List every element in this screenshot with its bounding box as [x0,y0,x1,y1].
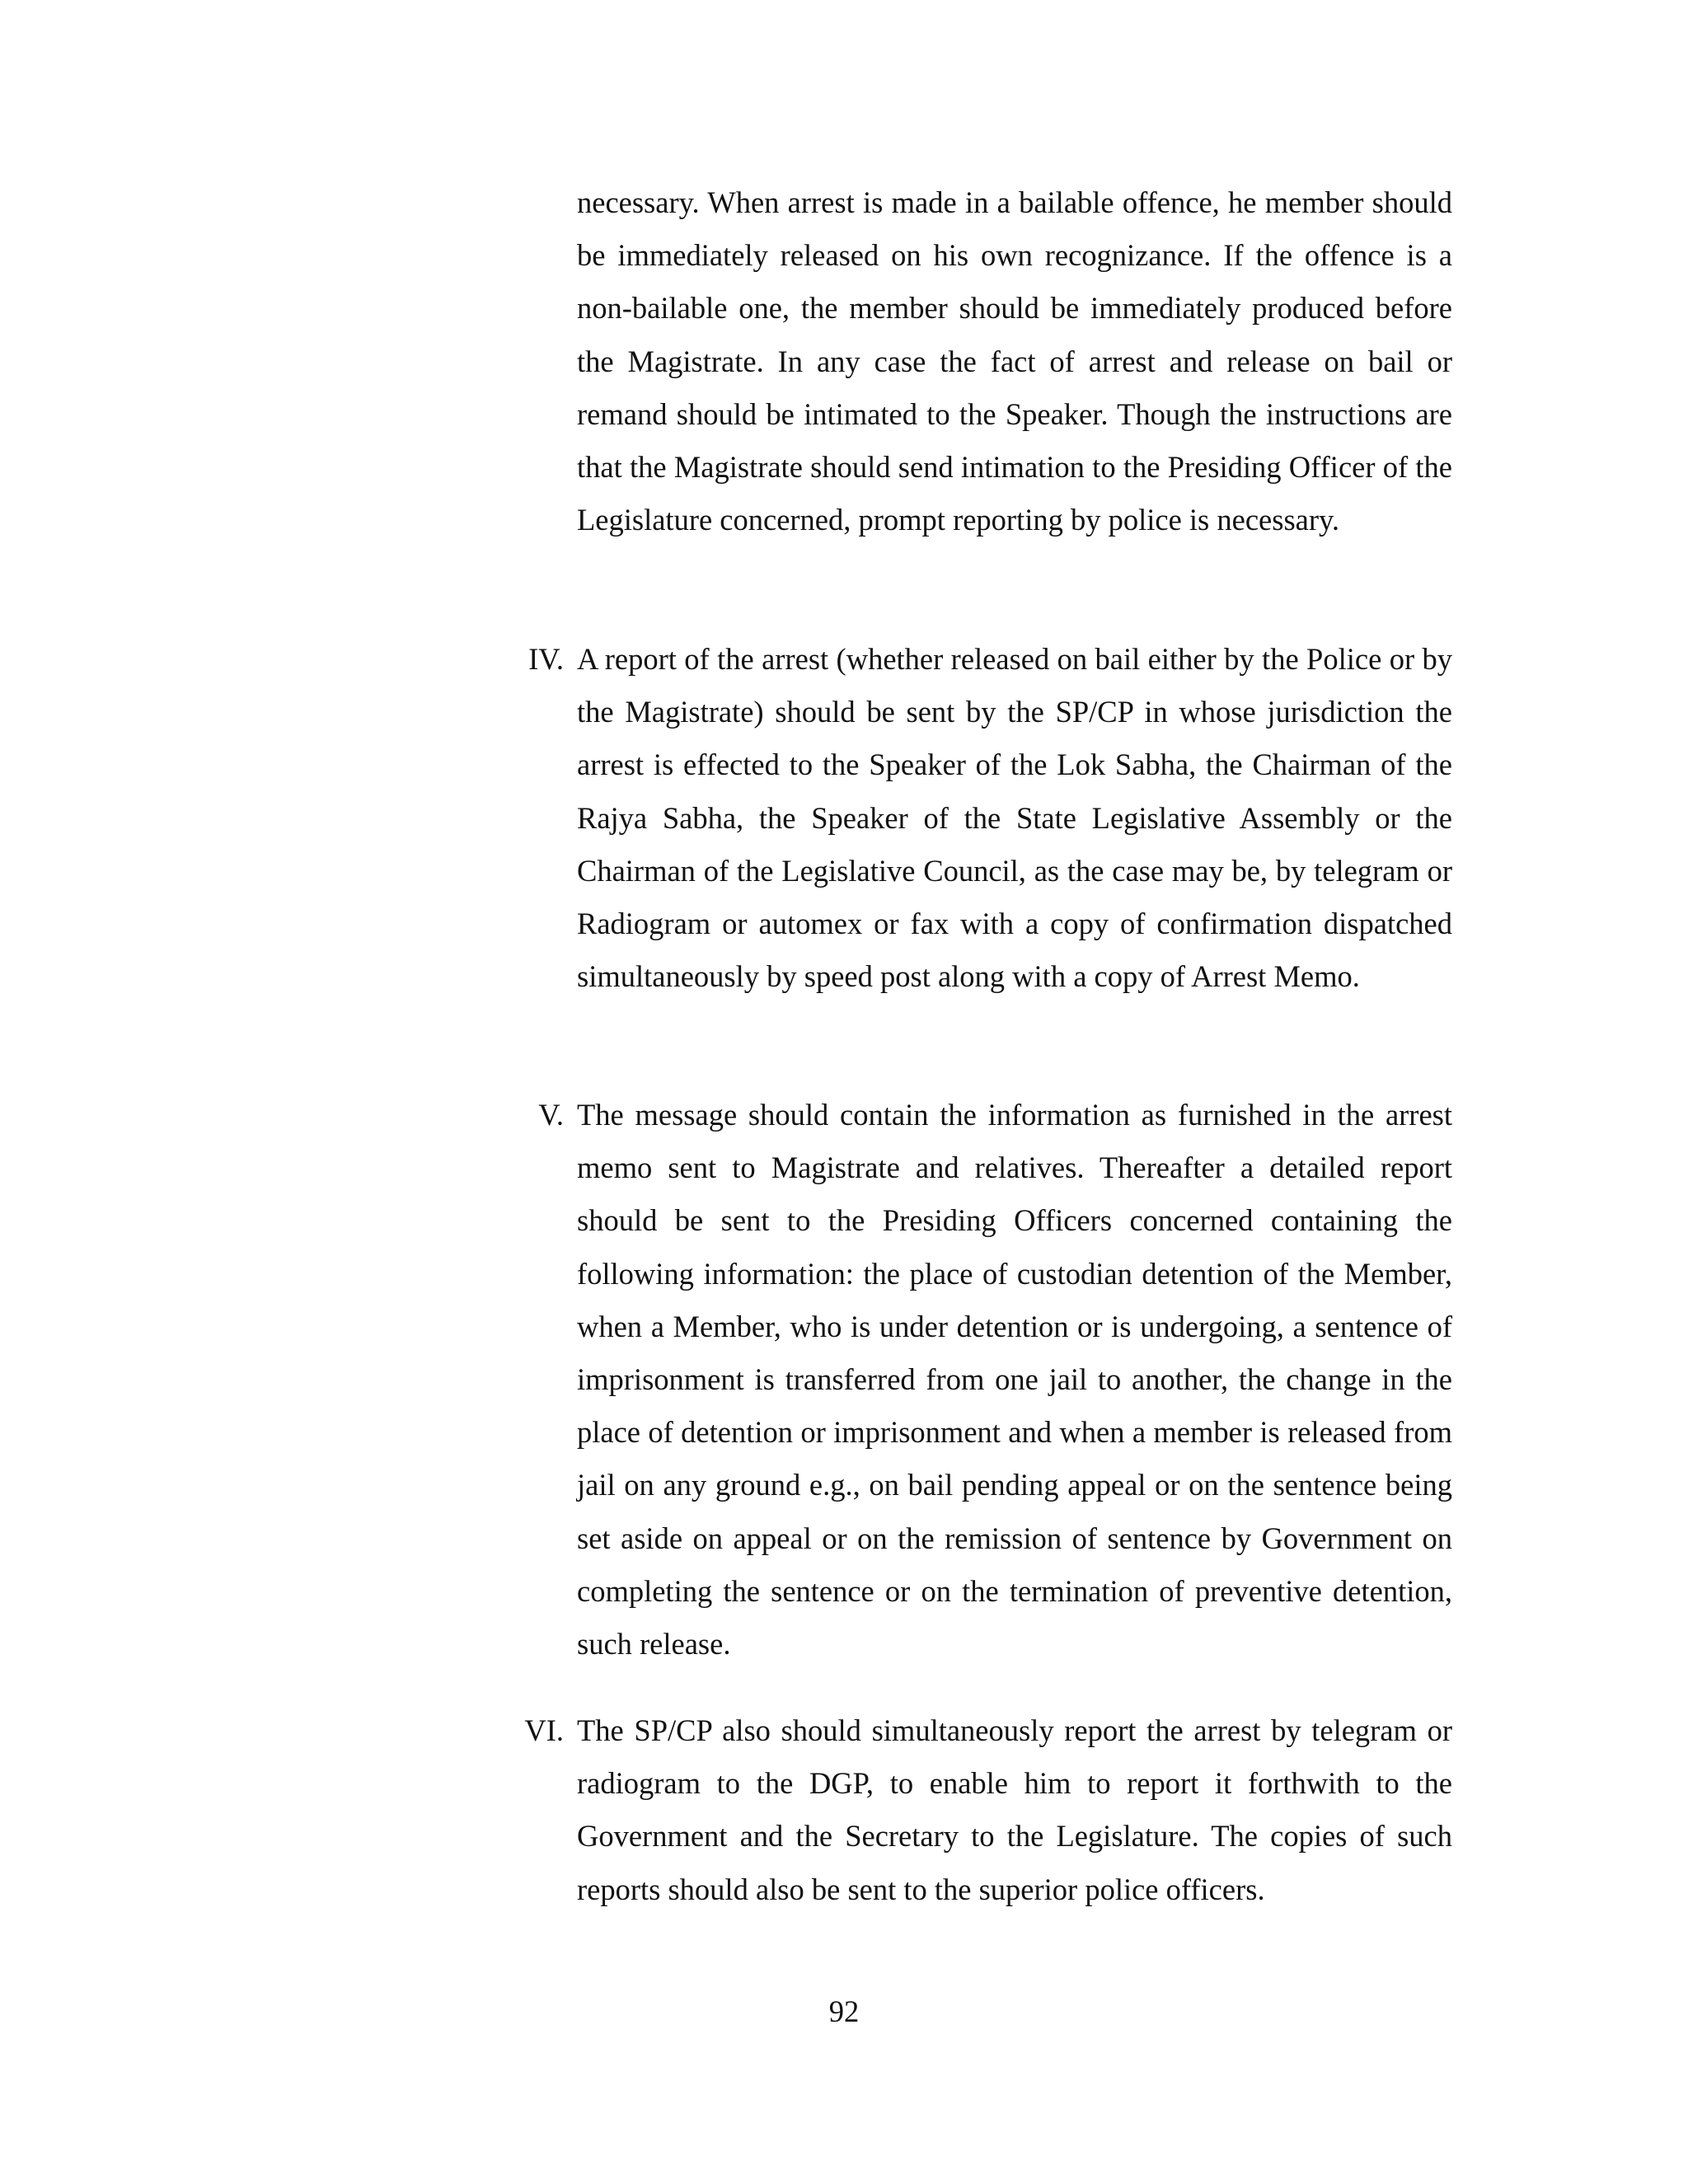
continuation-paragraph [577,176,1452,546]
item-text: The message should contain the information as furnished in the arrest memo sent to Magistrate and relatives. Thereafter a detailed report should be sent to the Presiding Officers concerned containing the following information: the place of custodian detention of the Member, when a Member, who is under detention or is undergoing, a sentence of imprisonment is transferred from one jail to another, the change in the place of detention or imprisonment and when a member is released from jail on any ground e.g., on bail pending appeal or on the sentence being set aside on appeal or on the remission of sentence by Government on completing the sentence or on the termination of preventive detention, such release. [577,1098,1452,1661]
list-item-v [538,1089,1452,1671]
list-item-vi [524,1704,1452,1916]
item-numeral: V. [538,1098,564,1132]
item-text: The SP/CP also should simultaneously report the arrest by telegram or radiogram to the DGP, to enable him to report it forthwith to the Government and the Secretary to the Legislature. The copies of such reports should also be sent to the superior police officers. [577,1713,1452,1906]
page-number: 92 [828,1994,860,2028]
item-numeral: VI. [524,1713,564,1747]
list-item-iv [528,633,1452,1003]
item-numeral: IV. [528,642,564,676]
item-text: A report of the arrest (whether released on bail either by the Police or by the Magistrate) should be sent by the SP/CP in whose jurisdiction the arrest is effected to the Speaker of the Lok Sabha, the Chairman of the Rajya Sabha, the Speaker of the State Legislative Assembly or the Chairman of the Legislative Council, as the case may be, by telegram or Radiogram or automex or fax with a copy of confirmation dispatched simultaneously by speed post along with a copy of Arrest Memo. [577,642,1452,994]
paragraph-text: necessary. When arrest is made in a bailable offence, he member should be immediately released on his own recognizance. If the offence is a non-bailable one, the member should be immediately produced before the Magistrate. In any case the fact of arrest and release on bail or remand should be intimated to the Speaker. Though the instructions are that the Magistrate should send intimation to the Presiding Officer of the Legislature concerned, prompt reporting by police is necessary. [577,185,1452,537]
